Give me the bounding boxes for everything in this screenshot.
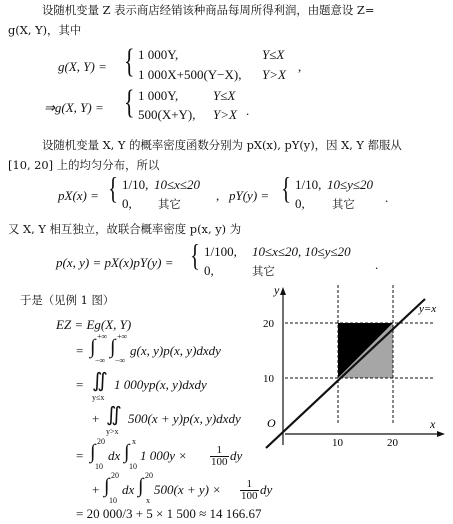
joint-value-other: 0, (204, 263, 214, 278)
line-label: y=x (419, 303, 437, 315)
l6-fraction (240, 479, 259, 502)
py-condition-other: 其它 (332, 197, 355, 211)
g-def-lhs: g(X, Y) = (58, 59, 107, 74)
l5-frac-den: 100 (211, 456, 228, 468)
origin-label: O (267, 416, 276, 430)
py-brace: { (281, 171, 292, 206)
x-axis-arrow (437, 431, 445, 437)
joint-value: 1/100, (204, 244, 237, 259)
px-condition: 10≤x≤20 (154, 177, 201, 192)
integral-sign-outer: ∫ (90, 336, 96, 358)
g-def-tail: , (298, 59, 302, 74)
ez-line-2-body: g(x, y)p(x, y)dxdy (130, 343, 221, 358)
l6-frac-den: 100 (241, 490, 258, 502)
region-sub-1: y≤x (92, 393, 105, 402)
g-simplified-case1-expr: 1 000Y, (138, 88, 179, 103)
l6-lim-up-1: 20 (111, 471, 119, 480)
tick-y-20: 20 (263, 318, 274, 330)
px-value-other: 0, (122, 196, 132, 211)
g-simplified-case2-expr: 500(X+Y), (138, 107, 196, 122)
x-axis-label: x (430, 417, 436, 431)
joint-brace: { (190, 238, 201, 273)
g-def-case2-cond: Y>X (262, 67, 286, 82)
py-condition: 10≤y≤20 (327, 177, 374, 192)
l6-body: 500(x + y) × (154, 482, 221, 497)
l5-lim-lo-2: 10 (129, 462, 137, 471)
l6-lim-lo-2: x (146, 496, 150, 505)
intro-line-1: 设随机变量 Z 表示商店经销该种商品每周所得利润，由题意设 Z= (42, 3, 375, 17)
l6-lim-up-2: 20 (145, 471, 153, 480)
integral-sign-6b: ∫ (138, 475, 144, 497)
px-brace: { (108, 171, 119, 206)
px-value: 1/10, (122, 177, 149, 192)
joint-intro: 又 X, Y 相互独立，故联合概率密度 p(x, y) 为 (8, 222, 242, 236)
region-sub-2: y>x (106, 427, 119, 436)
px-condition-other: 其它 (158, 197, 181, 211)
joint-condition-other: 其它 (252, 264, 275, 278)
g-simplified-case2-cond: Y>X (213, 107, 237, 122)
tick-x-20: 20 (387, 437, 398, 449)
density-intro-line-2: [10, 20] 上的均匀分布，所以 (8, 158, 160, 172)
l5-dx: dx (108, 448, 121, 463)
l5-lim-up-1: 20 (97, 437, 105, 446)
lim-lo-2: −∞ (115, 356, 126, 365)
tick-y-10: 10 (263, 373, 274, 385)
l5-lim-up-2: x (132, 437, 136, 446)
l5-body: 1 000y × (140, 448, 188, 463)
ez-line-1: EZ = Eg(X, Y) (56, 317, 132, 332)
thus-line: 于是（见例 1 图） (20, 293, 115, 307)
g-simplified-lhs: ⇒g(X, Y) = (44, 100, 104, 115)
py-value: 1/10, (295, 177, 322, 192)
ez-result: = 20 000/3 + 5 × 1 500 ≈ 14 166.67 (76, 506, 262, 521)
l6-dx: dx (122, 482, 135, 497)
g-simplified-brace: { (124, 81, 135, 121)
g-def-case1-expr: 1 000Y, (138, 47, 179, 62)
l5-fraction (210, 445, 229, 468)
integral-sign-inner: ∫ (110, 336, 116, 358)
lim-up-1: +∞ (97, 332, 108, 341)
joint-condition: 10≤x≤20, 10≤y≤20 (252, 244, 351, 259)
joint-tail: . (375, 257, 379, 272)
lim-lo-1: −∞ (95, 356, 106, 365)
double-integral-sign-1: ∬ (92, 370, 108, 392)
g-simplified-tail: . (246, 103, 250, 118)
line-y-eq-x (266, 299, 425, 448)
g-simplified-case1-cond: Y≤X (213, 88, 236, 103)
l5-lim-lo-1: 10 (95, 462, 103, 471)
g-def-brace: { (124, 40, 135, 80)
l5-frac-num: 1 (210, 445, 229, 457)
ez-line-4-body: 500(x + y)p(x, y)dxdy (128, 411, 241, 426)
py-tail: . (385, 190, 389, 205)
ez-line-3-body: 1 000yp(x, y)dxdy (114, 377, 207, 392)
px-lhs: pX(x) = (58, 188, 99, 203)
y-axis-label: y (274, 283, 280, 297)
l5-dy: dy (230, 448, 243, 463)
density-intro-line-1: 设随机变量 X, Y 的概率密度函数分别为 pX(x), pY(y)，因 X, Y 都服从 (42, 138, 402, 152)
px-separator: , (216, 188, 220, 203)
integral-sign-6a: ∫ (104, 475, 110, 497)
double-integral-sign-2: ∬ (106, 404, 122, 426)
l6-lim-lo-1: 10 (109, 496, 117, 505)
tick-x-10: 10 (332, 437, 343, 449)
lim-up-2: +∞ (117, 332, 128, 341)
integral-sign-5a: ∫ (90, 441, 96, 463)
intro-line-2: g(X, Y)，其中 (8, 23, 82, 37)
y-axis-arrow (280, 287, 286, 295)
g-def-case2-expr: 1 000X+500(Y−X), (138, 67, 242, 82)
py-value-other: 0, (295, 196, 305, 211)
integral-sign-5b: ∫ (124, 441, 130, 463)
py-lhs: pY(y) = (229, 188, 270, 203)
g-def-case1-cond: Y≤X (262, 47, 285, 62)
l6-frac-num: 1 (240, 479, 259, 491)
joint-lhs: p(x, y) = pX(x)pY(y) = (56, 255, 174, 270)
l6-dy: dy (260, 482, 273, 497)
region-figure (255, 280, 451, 450)
